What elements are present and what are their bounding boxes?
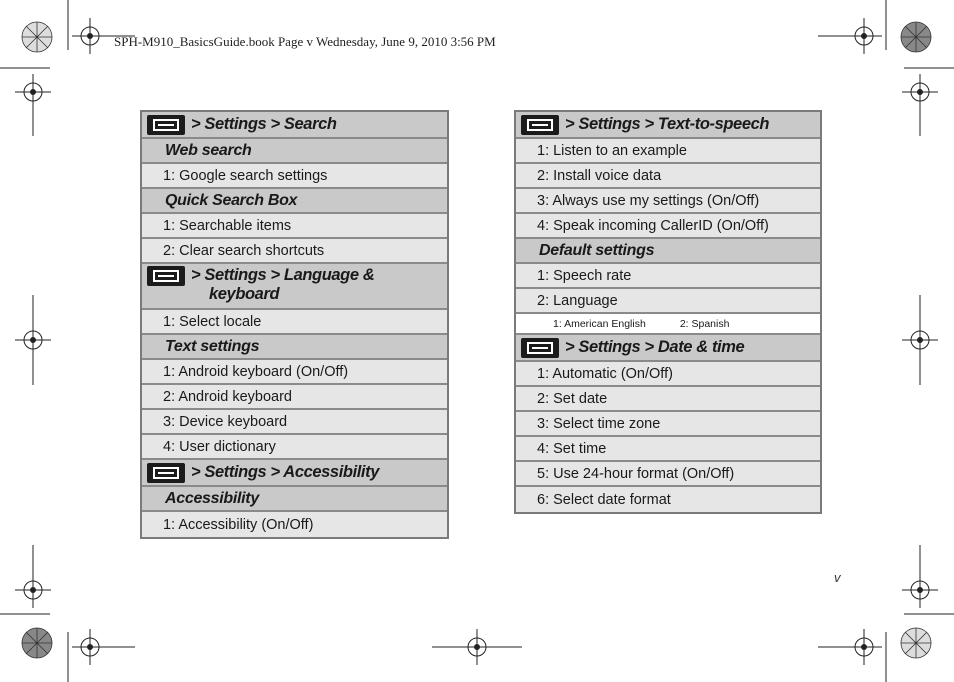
menu-item: 1: Select locale bbox=[142, 310, 447, 335]
page-number: v bbox=[834, 570, 841, 585]
menu-key-icon bbox=[147, 266, 185, 286]
section-heading-search bbox=[142, 112, 447, 139]
menu-item: 3: Always use my settings (On/Off) bbox=[516, 189, 820, 214]
menu-item: 4: Speak incoming CallerID (On/Off) bbox=[516, 214, 820, 239]
section-heading-text: > Settings > Text-to-speech bbox=[565, 115, 770, 133]
menu-item: 1: Listen to an example bbox=[516, 139, 820, 164]
menu-key-icon bbox=[521, 115, 559, 135]
menu-item: 3: Select time zone bbox=[516, 412, 820, 437]
section-heading-text-to-speech bbox=[516, 112, 820, 139]
subheading-accessibility: Accessibility bbox=[142, 487, 447, 512]
settings-menu-table-right bbox=[514, 110, 822, 514]
menu-item: 3: Device keyboard bbox=[142, 410, 447, 435]
language-option: 2: Spanish bbox=[679, 317, 730, 330]
menu-item: 2: Set date bbox=[516, 387, 820, 412]
section-heading-text: > Settings > Search bbox=[191, 115, 337, 133]
menu-item: 1: Google search settings bbox=[142, 164, 447, 189]
menu-item: 4: User dictionary bbox=[142, 435, 447, 460]
subheading-quick-search-box: Quick Search Box bbox=[142, 189, 447, 214]
menu-item: 4: Set time bbox=[516, 437, 820, 462]
section-heading-text: > Settings > Accessibility bbox=[191, 463, 379, 481]
section-heading-text: > Settings > Date & time bbox=[565, 338, 745, 356]
menu-key-icon bbox=[521, 338, 559, 358]
menu-item: 2: Clear search shortcuts bbox=[142, 239, 447, 264]
menu-item: 2: Android keyboard bbox=[142, 385, 447, 410]
settings-menu-table-left bbox=[140, 110, 449, 539]
menu-item: 1: Android keyboard (On/Off) bbox=[142, 360, 447, 385]
menu-item: 1: Accessibility (On/Off) bbox=[142, 512, 447, 537]
menu-item: 1: Automatic (On/Off) bbox=[516, 362, 820, 387]
menu-item: 5: Use 24-hour format (On/Off) bbox=[516, 462, 820, 487]
menu-item: 1: Searchable items bbox=[142, 214, 447, 239]
menu-item: 1: Speech rate bbox=[516, 264, 820, 289]
print-header: SPH-M910_BasicsGuide.book Page v Wednesday, June 9, 2010 3:56 PM bbox=[114, 34, 496, 49]
section-heading-accessibility bbox=[142, 460, 447, 487]
section-heading-language-keyboard bbox=[142, 264, 447, 310]
language-options-note bbox=[516, 314, 820, 335]
section-heading-text bbox=[191, 266, 374, 304]
subheading-web-search: Web search bbox=[142, 139, 447, 164]
section-heading-date-time bbox=[516, 335, 820, 362]
subheading-default-settings: Default settings bbox=[516, 239, 820, 264]
menu-item: 2: Language bbox=[516, 289, 820, 314]
menu-item: 2: Install voice data bbox=[516, 164, 820, 189]
subheading-text-settings: Text settings bbox=[142, 335, 447, 360]
menu-key-icon bbox=[147, 115, 185, 135]
heading-line-2: keyboard bbox=[209, 285, 280, 303]
language-option: 1: American English bbox=[553, 317, 646, 330]
menu-key-icon bbox=[147, 463, 185, 483]
menu-item: 6: Select date format bbox=[516, 487, 820, 512]
heading-line-1: > Settings > Language & bbox=[191, 266, 375, 284]
